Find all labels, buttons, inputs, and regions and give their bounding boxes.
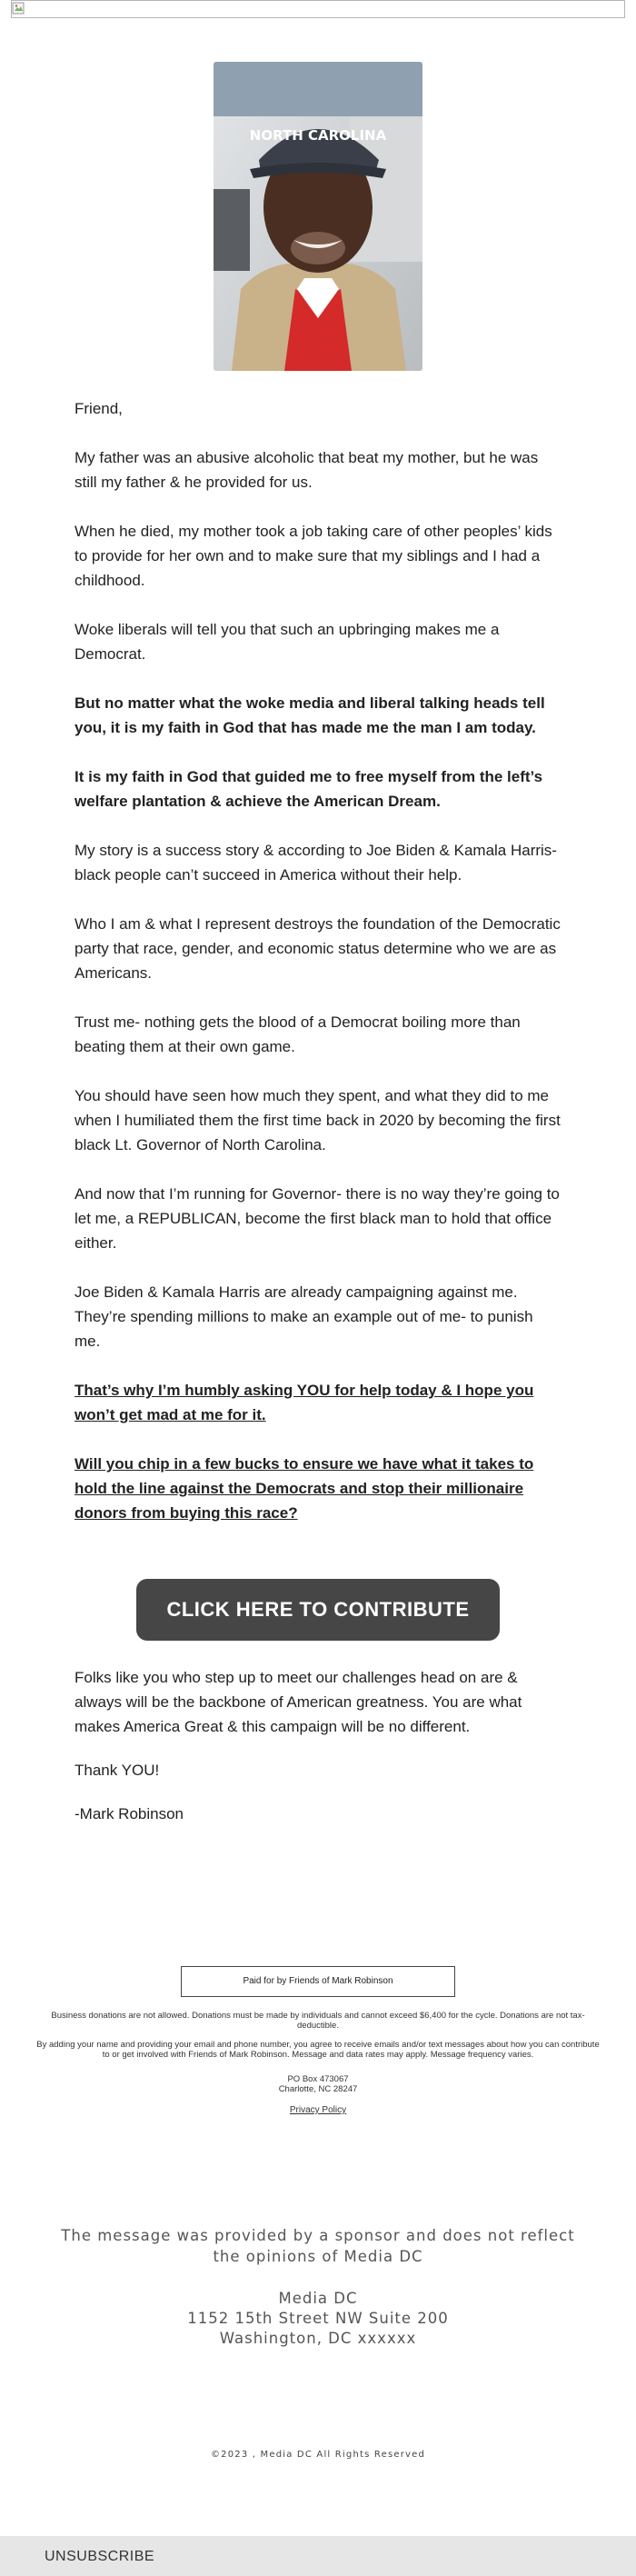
- signature: -Mark Robinson: [75, 1805, 184, 1822]
- cta-container: [136, 1579, 500, 1641]
- sponsor-city: Washington, DC xxxxxx: [219, 2330, 417, 2347]
- thank-you: Thank YOU!: [75, 1762, 160, 1779]
- sponsor-message: The message was provided by a sponsor and does not reflect the opinions of Media DC: [61, 2227, 575, 2265]
- consent-disclaimer: By adding your name and providing your email and phone number, you agree to receive emails and/or text messages about how you can contribute to or get involved with Friends of Mark Robinson. Message and data rates may apply. Message frequency varies.: [36, 2040, 600, 2060]
- paragraph-4: But no matter what the woke media and liberal talking heads tell you, it is my faith in God that has made me the man I am today.: [75, 694, 545, 736]
- header-image: [11, 0, 625, 18]
- ask-link-1[interactable]: That’s why I’m humbly asking YOU for help today & I hope you won’t get mad at me for it.: [75, 1382, 534, 1423]
- greeting: Friend,: [75, 400, 123, 417]
- paragraph-11: Joe Biden & Kamala Harris are already campaigning against me. They’re spending millions to make an example out of me- to punish me.: [75, 1283, 533, 1350]
- paragraph-2: When he died, my mother took a job taking care of other peoples’ kids to provide for her own and to make sure that my siblings and I had a childhood.: [75, 523, 552, 589]
- candidate-photo: [214, 62, 422, 371]
- paragraph-6: My story is a success story & according to Joe Biden & Kamala Harris- black people can’t succeed in America without their help.: [75, 842, 557, 884]
- donation-disclaimer: Business donations are not allowed. Donations must be made by individuals and cannot exceed $6,400 for the cycle. Donations are not tax-deductible.: [51, 2011, 585, 2031]
- unsubscribe-link[interactable]: UNSUBSCRIBE: [45, 2549, 155, 2564]
- sponsor-address: [55, 2289, 581, 2349]
- cap-text: NORTH CAROLINA: [249, 127, 387, 144]
- closing-paragraph: Folks like you who step up to meet our challenges head on are & always will be the backbone of American greatness. You are what makes America Great & this campaign will be no different.: [75, 1669, 522, 1735]
- paragraph-3: Woke liberals will tell you that such an upbringing makes me a Democrat.: [75, 621, 500, 663]
- footer-bar: [0, 2536, 636, 2576]
- portrait-photo-icon: [214, 62, 422, 371]
- paragraph-5: It is my faith in God that guided me to free myself from the left’s welfare plantation & achieve the American Dream.: [75, 768, 543, 810]
- mailing-city: Charlotte, NC 28247: [278, 2084, 358, 2094]
- paragraph-1: My father was an abusive alcoholic that beat my mother, but he was still my father & he provided for us.: [75, 449, 539, 491]
- ask-link-2[interactable]: Will you chip in a few bucks to ensure we have what it takes to hold the line against the Democrats and stop their millionaire donors from buying this race?: [75, 1455, 534, 1522]
- privacy-policy-link[interactable]: Privacy Policy: [289, 2105, 347, 2115]
- letter-body: [75, 396, 561, 1550]
- copyright: ©2023 , Media DC All Rights Reserved: [210, 2450, 426, 2460]
- broken-image-icon: [12, 2, 25, 15]
- privacy-wrap: [0, 2105, 636, 2115]
- closing-section: [75, 1665, 561, 1845]
- paid-for-box: Paid for by Friends of Mark Robinson: [181, 1966, 455, 1997]
- paragraph-9: You should have seen how much they spent, and what they did to me when I humiliated them the first time back in 2020 by becoming the first black Lt. Governor of North Carolina.: [75, 1087, 561, 1153]
- paragraph-7: Who I am & what I represent destroys the foundation of the Democratic party that race, gender, and economic status determine who we are as Americans.: [75, 915, 561, 982]
- sponsor-street: 1152 15th Street NW Suite 200: [187, 2310, 449, 2327]
- po-box: PO Box 473067: [287, 2074, 349, 2084]
- contribute-button[interactable]: CLICK HERE TO CONTRIBUTE: [136, 1579, 500, 1641]
- paragraph-8: Trust me- nothing gets the blood of a Democrat boiling more than beating them at their own game.: [75, 1013, 521, 1055]
- paragraph-10: And now that I’m running for Governor- there is no way they’re going to let me, a REPUBLICAN, become the first black man to hold that office either.: [75, 1185, 560, 1252]
- sponsor-name: Media DC: [278, 2290, 358, 2307]
